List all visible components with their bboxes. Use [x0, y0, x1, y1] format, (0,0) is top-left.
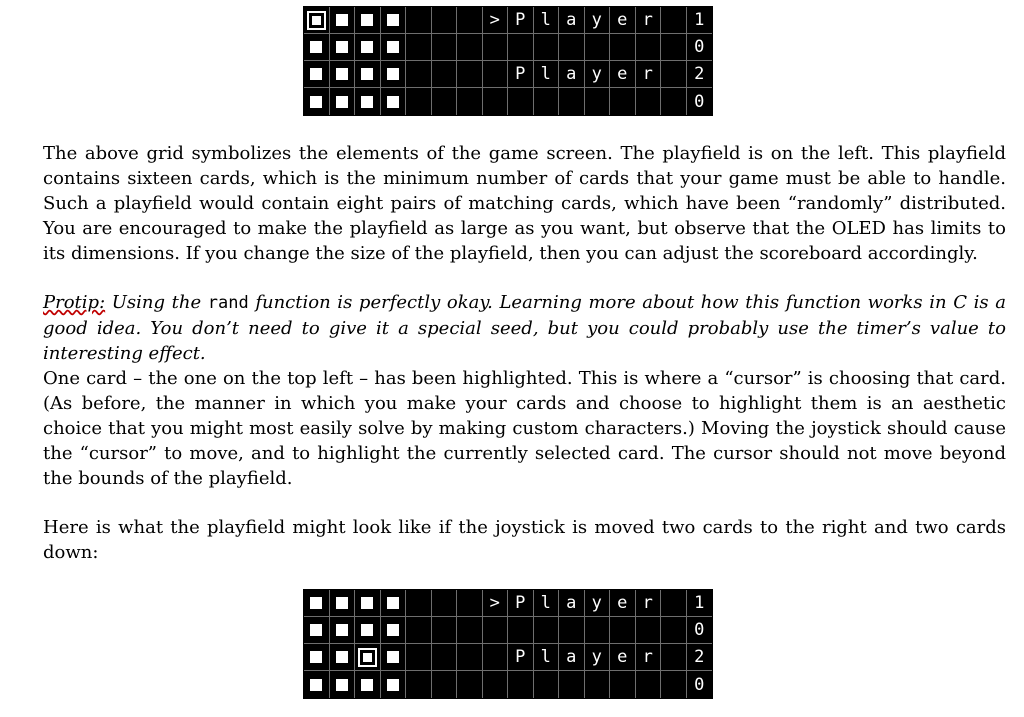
card-icon [336, 96, 348, 108]
card-icon [361, 597, 373, 609]
card-icon [336, 68, 348, 80]
grid-cell: 0 [687, 34, 713, 61]
grid-cell [661, 34, 687, 61]
card-icon [310, 624, 322, 636]
grid-cell [534, 671, 560, 698]
card-icon [387, 624, 399, 636]
lcd-grid-moved [303, 589, 713, 699]
grid-cell [330, 590, 356, 617]
grid-cell [432, 617, 458, 644]
grid-cell [381, 617, 407, 644]
card-icon [336, 597, 348, 609]
grid-cell: 1 [687, 7, 713, 34]
grid-cell [304, 88, 330, 115]
card-icon [312, 16, 321, 25]
grid-cell: P [508, 61, 534, 88]
card-icon [361, 41, 373, 53]
card-icon [310, 651, 322, 663]
grid-cell [508, 88, 534, 115]
grid-cell [508, 34, 534, 61]
grid-cell [406, 671, 432, 698]
grid-cell [661, 644, 687, 671]
card-icon [387, 597, 399, 609]
grid-cell [457, 7, 483, 34]
card-icon [361, 68, 373, 80]
card-icon [310, 96, 322, 108]
grid-cell [381, 671, 407, 698]
grid-cell [432, 88, 458, 115]
cursor-highlight [358, 648, 377, 667]
card-icon [336, 651, 348, 663]
grid-cell [585, 34, 611, 61]
grid-cell [406, 61, 432, 88]
grid-cell [355, 34, 381, 61]
grid-cell [559, 671, 585, 698]
grid-cell: 1 [687, 590, 713, 617]
card-icon [361, 96, 373, 108]
grid-cell [304, 61, 330, 88]
grid-cell [457, 61, 483, 88]
grid-cell [304, 590, 330, 617]
card-icon [361, 679, 373, 691]
card-icon [387, 96, 399, 108]
grid-cell [304, 671, 330, 698]
protip-label: Protip: [43, 292, 106, 313]
grid-cell [610, 88, 636, 115]
grid-cell: P [508, 7, 534, 34]
grid-cell: r [636, 644, 662, 671]
grid-cell [304, 7, 330, 34]
grid-cell: e [610, 61, 636, 88]
grid-cell [610, 34, 636, 61]
grid-cell [406, 590, 432, 617]
grid-cell [661, 7, 687, 34]
grid-cell [457, 590, 483, 617]
grid-cell [483, 88, 509, 115]
grid-cell: P [508, 590, 534, 617]
paragraph-joystick-example: Here is what the playfield might look like if the joystick is moved two cards to the right and two cards down: [43, 517, 1006, 563]
grid-cell [457, 644, 483, 671]
grid-cell [661, 671, 687, 698]
grid-cell [610, 671, 636, 698]
grid-cell: 2 [687, 644, 713, 671]
grid-cell [330, 34, 356, 61]
grid-cell [661, 61, 687, 88]
grid-cell [636, 617, 662, 644]
grid-cell [355, 88, 381, 115]
paragraph-cursor: One card – the one on the top left – has been highlighted. This is where a “cursor” is choosing that card. (As before, the manner in which you make your cards and choose to highlight them is an aesthetic choice that you might most easily solve by making custom characters.) Moving the joystick should cause the “cursor” to move, and to highlight the currently selected card. The cursor should not move beyond the bounds of the playfield. [43, 368, 1006, 489]
card-icon [310, 679, 322, 691]
card-icon [361, 14, 373, 26]
grid-cell: 2 [687, 61, 713, 88]
grid-cell [406, 88, 432, 115]
card-icon [310, 597, 322, 609]
grid-cell [432, 590, 458, 617]
protip-text-before-code: Using the [105, 292, 208, 313]
grid-cell [406, 7, 432, 34]
grid-cell: e [610, 590, 636, 617]
grid-cell [636, 88, 662, 115]
grid-cell [508, 617, 534, 644]
card-icon [387, 679, 399, 691]
grid-cell [304, 34, 330, 61]
grid-cell: a [559, 644, 585, 671]
protip-code: rand [207, 293, 249, 313]
grid-cell [381, 61, 407, 88]
grid-cell [355, 61, 381, 88]
grid-cell: > [483, 7, 509, 34]
grid-cell [381, 7, 407, 34]
grid-cell [534, 617, 560, 644]
card-icon [361, 624, 373, 636]
grid-cell [330, 61, 356, 88]
grid-cell [457, 617, 483, 644]
grid-cell [483, 644, 509, 671]
grid-cell: r [636, 61, 662, 88]
grid-cell: e [610, 644, 636, 671]
grid-cell [661, 617, 687, 644]
grid-cell [610, 617, 636, 644]
grid-cell [381, 88, 407, 115]
grid-cell [355, 671, 381, 698]
grid-cell [432, 644, 458, 671]
grid-cell [330, 671, 356, 698]
grid-cell [432, 34, 458, 61]
grid-cell: l [534, 7, 560, 34]
grid-cell [585, 617, 611, 644]
grid-cell [432, 671, 458, 698]
grid-cell: y [585, 7, 611, 34]
grid-cell [457, 671, 483, 698]
card-icon [310, 68, 322, 80]
grid-cell [355, 7, 381, 34]
grid-cell [636, 671, 662, 698]
protip-text-after-code: function is perfectly okay. Learning more about how this function works in C is a good idea. You don’t need to give it a special seed, but you could probably use the timer’s value to interesting effect. [43, 292, 1006, 364]
grid-cell [432, 7, 458, 34]
grid-cell [406, 644, 432, 671]
card-icon [387, 68, 399, 80]
grid-cell [355, 617, 381, 644]
grid-cell: l [534, 644, 560, 671]
grid-cell [406, 34, 432, 61]
grid-cell [330, 617, 356, 644]
grid-cell [304, 644, 330, 671]
grid-cell: y [585, 590, 611, 617]
grid-cell [381, 590, 407, 617]
grid-cell [304, 617, 330, 644]
grid-cell [381, 34, 407, 61]
grid-cell: e [610, 7, 636, 34]
grid-cell: y [585, 644, 611, 671]
grid-cell [483, 61, 509, 88]
grid-cell: a [559, 590, 585, 617]
grid-cell [457, 34, 483, 61]
grid-cell [661, 88, 687, 115]
grid-cell: a [559, 7, 585, 34]
grid-cell [432, 61, 458, 88]
grid-cell [585, 88, 611, 115]
grid-cell [483, 34, 509, 61]
grid-cell: y [585, 61, 611, 88]
card-icon [336, 624, 348, 636]
lcd-grid-initial [303, 6, 713, 116]
grid-cell: l [534, 590, 560, 617]
cursor-highlight [307, 11, 326, 30]
grid-cell [636, 34, 662, 61]
grid-cell [508, 671, 534, 698]
grid-cell [559, 617, 585, 644]
card-icon [336, 14, 348, 26]
grid-cell [559, 88, 585, 115]
grid-cell: a [559, 61, 585, 88]
grid-cell [483, 671, 509, 698]
card-icon [387, 41, 399, 53]
grid-cell: > [483, 590, 509, 617]
card-icon [336, 41, 348, 53]
grid-cell [483, 617, 509, 644]
grid-cell [457, 88, 483, 115]
grid-cell [381, 644, 407, 671]
grid-cell: r [636, 590, 662, 617]
grid-cell [585, 671, 611, 698]
grid-cell [534, 88, 560, 115]
paragraph-game-screen: The above grid symbolizes the elements of the game screen. The playfield is on the left. This playfield contains sixteen cards, which is the minimum number of cards that your game must be able to handle. Such a playfield would contain eight pairs of matching cards, which have been “randomly” distributed. You are encouraged to make the playfield as large as you want, but observe that the OLED has limits to its dimensions. If you change the size of the playfield, then you can adjust the scoreboard accordingly. [43, 143, 1006, 264]
grid-cell [406, 617, 432, 644]
card-icon [336, 679, 348, 691]
card-icon [363, 653, 372, 662]
grid-cell: r [636, 7, 662, 34]
card-icon [387, 651, 399, 663]
grid-cell [330, 7, 356, 34]
protip-paragraph [43, 290, 1006, 366]
card-icon [387, 14, 399, 26]
grid-cell [661, 590, 687, 617]
card-icon [310, 41, 322, 53]
grid-cell [559, 34, 585, 61]
grid-cell: 0 [694, 674, 705, 695]
grid-cell: 0 [687, 617, 713, 644]
grid-cell [355, 590, 381, 617]
grid-cell [330, 644, 356, 671]
grid-cell: P [508, 644, 534, 671]
grid-cell [330, 88, 356, 115]
grid-cell: l [534, 61, 560, 88]
grid-cell [534, 34, 560, 61]
grid-cell [355, 644, 381, 671]
grid-cell: 0 [694, 91, 705, 112]
